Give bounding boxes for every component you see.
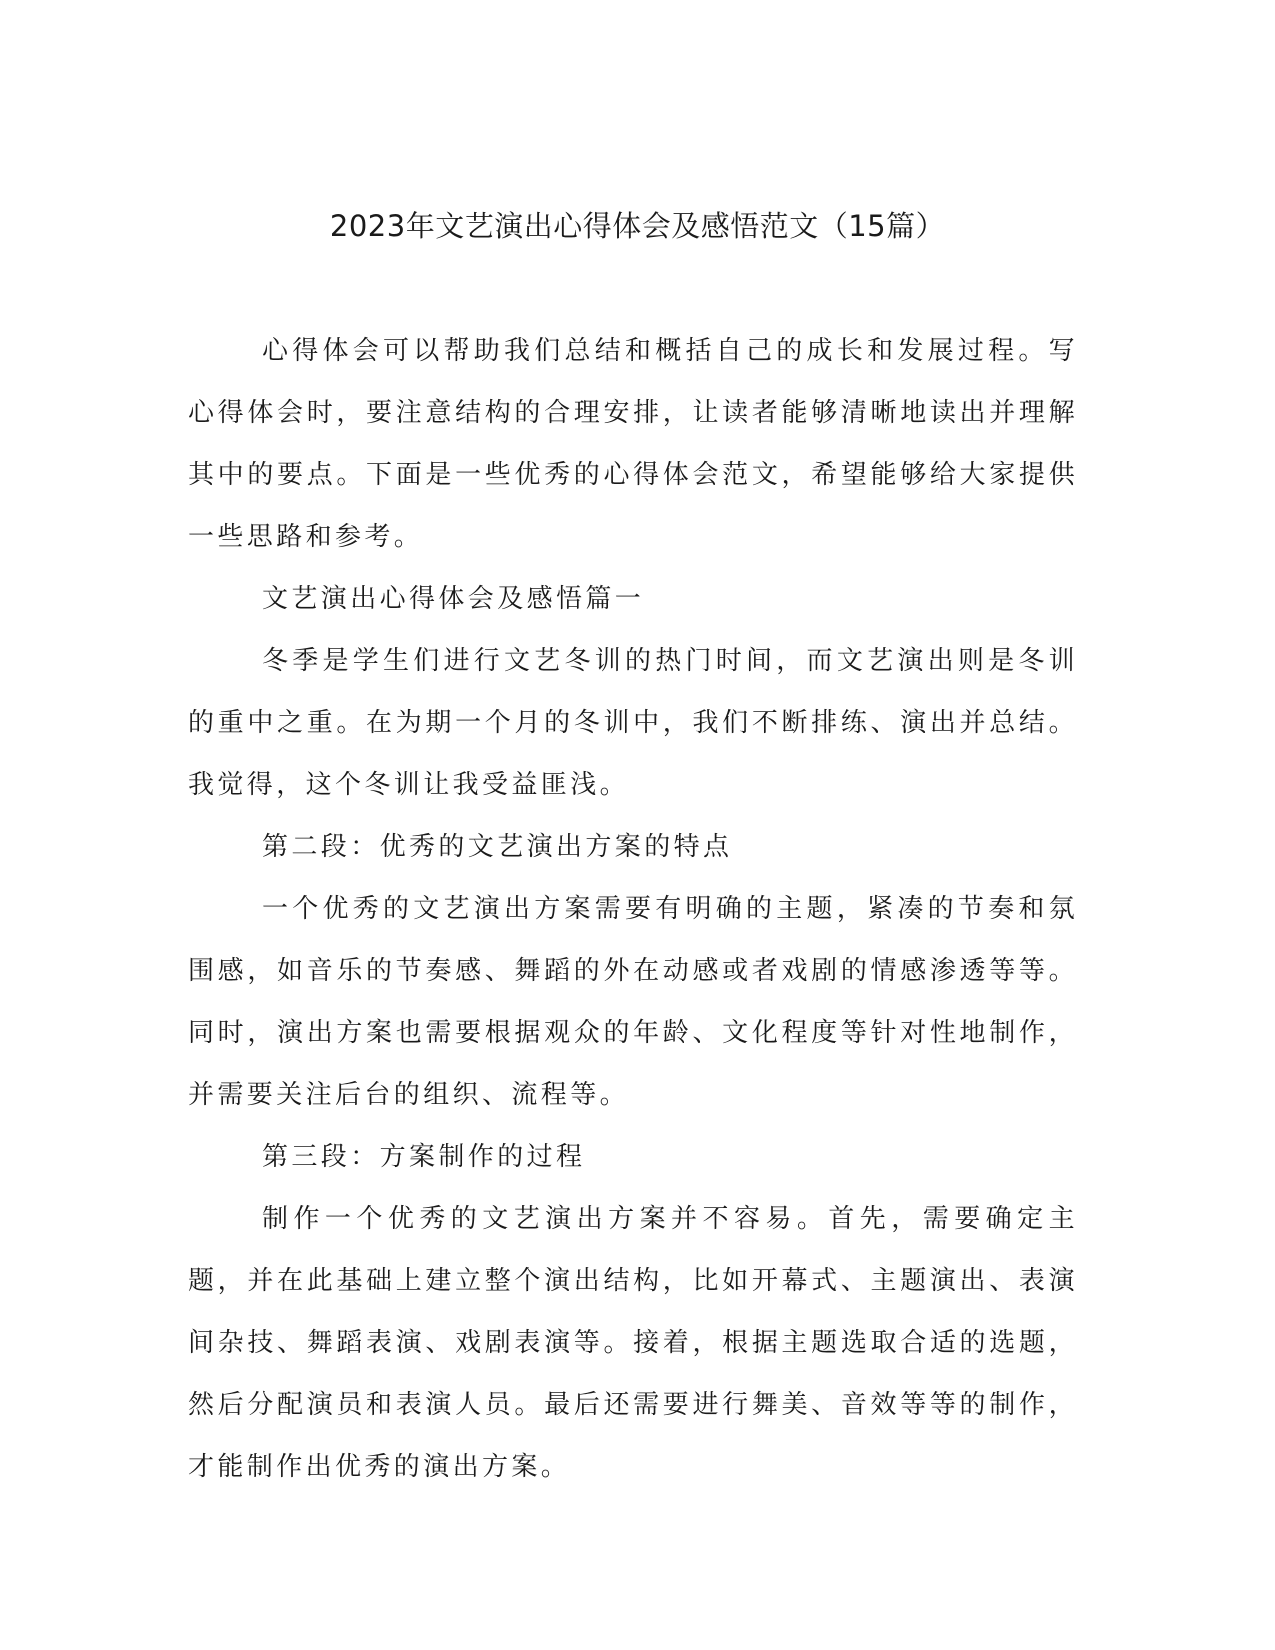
section-heading-second: 第二段：优秀的文艺演出方案的特点 [262,832,733,862]
section-heading-third: 第三段：方案制作的过程 [262,1142,586,1172]
document-title: 2023年文艺演出心得体会及感悟范文（15篇） [329,209,946,243]
paragraph-plan-features: 一个优秀的文艺演出方案需要有明确的主题，紧凑的节奏和氛围感，如音乐的节奏感、舞蹈的外在动感或者戏剧的情感渗透等等。同时，演出方案也需要根据观众的年龄、文化程度等针对性地制作，并需要关注后台的组织、流程等。 [188,894,1078,1110]
paragraph-winter-training: 冬季是学生们进行文艺冬训的热门时间，而文艺演出则是冬训的重中之重。在为期一个月的冬训中，我们不断排练、演出并总结。我觉得，这个冬训让我受益匪浅。 [188,646,1078,800]
paragraph-intro: 心得体会可以帮助我们总结和概括自己的成长和发展过程。写心得体会时，要注意结构的合理安排，让读者能够清晰地读出并理解其中的要点。下面是一些优秀的心得体会范文，希望能够给大家提供一些思路和参考。 [188,336,1078,552]
paragraph-plan-process: 制作一个优秀的文艺演出方案并不容易。首先，需要确定主题，并在此基础上建立整个演出结构，比如开幕式、主题演出、表演间杂技、舞蹈表演、戏剧表演等。接着，根据主题选取合适的选题，然后分配演员和表演人员。最后还需要进行舞美、音效等等的制作，才能制作出优秀的演出方案。 [188,1204,1078,1482]
document-body [188,320,1078,1498]
section-heading-part-one: 文艺演出心得体会及感悟篇一 [262,584,645,614]
